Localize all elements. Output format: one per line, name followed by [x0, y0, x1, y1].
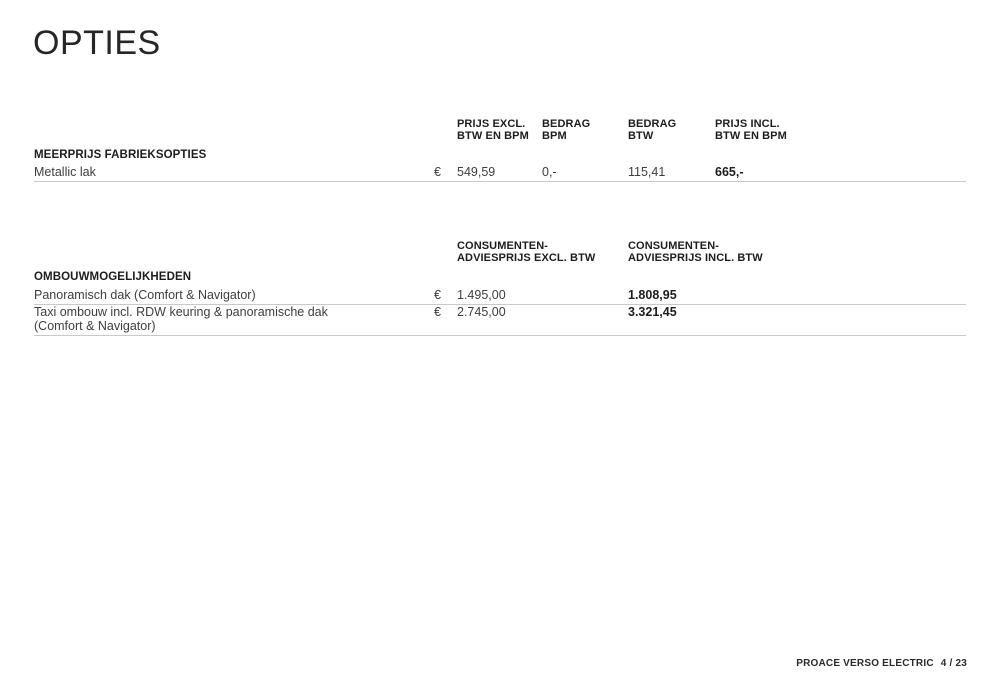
- column-header-prijs-excl-btw-bpm: PRIJS EXCL. BTW EN BPM: [457, 118, 529, 142]
- factory-options-table: [34, 119, 966, 182]
- page-title: OPTIES: [33, 24, 161, 62]
- option-name: Taxi ombouw incl. RDW keuring & panoramische dak (Comfort & Navigator): [34, 305, 328, 333]
- adviesprijs-excl-btw-value: 1.495,00: [457, 288, 506, 302]
- currency-symbol: €: [434, 305, 441, 319]
- column-header-consumenten-adviesprijs-incl-btw: CONSUMENTEN- ADVIESPRIJS INCL. BTW: [628, 240, 763, 264]
- table-row-metallic-lak: [34, 165, 966, 182]
- currency-symbol: €: [434, 165, 441, 179]
- currency-symbol: €: [434, 288, 441, 302]
- section-header-row: [34, 149, 966, 165]
- column-header-bedrag-bpm: BEDRAG BPM: [542, 118, 591, 142]
- section-header-meerprijs-fabrieksopties: MEERPRIJS FABRIEKSOPTIES: [34, 149, 207, 161]
- column-header-consumenten-adviesprijs-excl-btw: CONSUMENTEN- ADVIESPRIJS EXCL. BTW: [457, 240, 596, 264]
- bedrag-btw-value: 115,41: [628, 165, 666, 179]
- price-incl-btw-bpm-value: 665,-: [715, 165, 744, 179]
- adviesprijs-incl-btw-value: 1.808,95: [628, 288, 677, 302]
- adviesprijs-excl-btw-value: 2.745,00: [457, 305, 506, 319]
- option-name: Metallic lak: [34, 165, 96, 179]
- factory-options-header-row: [34, 119, 966, 149]
- section-header-row: [34, 271, 966, 288]
- price-excl-btw-bpm-value: 549,59: [457, 165, 496, 179]
- option-name: Panoramisch dak (Comfort & Navigator): [34, 288, 256, 302]
- page-footer: [796, 658, 967, 669]
- section-header-ombouwmogelijkheden: OMBOUWMOGELIJKHEDEN: [34, 271, 192, 283]
- conversion-options-header-row: [34, 241, 966, 271]
- column-header-bedrag-btw: BEDRAG BTW: [628, 118, 677, 142]
- bedrag-bpm-value: 0,-: [542, 165, 557, 179]
- column-header-prijs-incl-btw-bpm: PRIJS INCL. BTW EN BPM: [715, 118, 787, 142]
- footer-model-name: PROACE VERSO ELECTRIC: [796, 658, 934, 669]
- table-row-panoramisch-dak: [34, 288, 966, 305]
- table-row-taxi-ombouw: [34, 305, 966, 336]
- conversion-options-table: [34, 241, 966, 336]
- footer-page-number: 4 / 23: [940, 658, 967, 669]
- adviesprijs-incl-btw-value: 3.321,45: [628, 305, 677, 319]
